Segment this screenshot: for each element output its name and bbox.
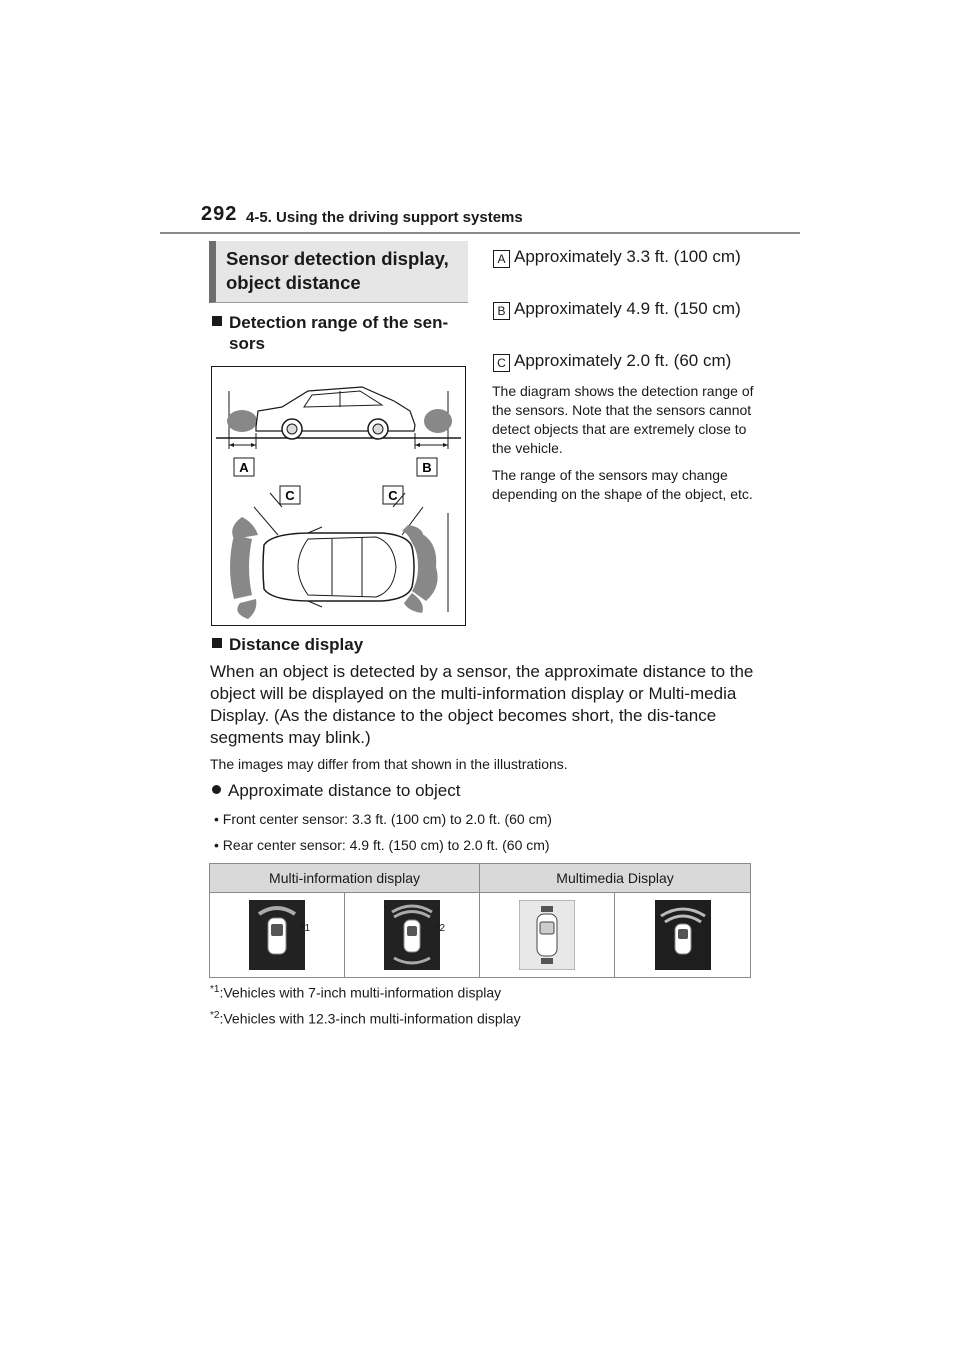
diagram-note: The diagram shows the detection range of the sensors. Note that the sensors cannot detect objects that are extremely close to the vehicle. — [492, 383, 754, 456]
legend-tag-b: B — [493, 302, 510, 320]
detection-heading-text: Detection range of the sen- — [229, 313, 449, 332]
footnote-text-2: :Vehicles with 12.3-inch multi-information display — [219, 1010, 521, 1027]
thumb-cell-multimedia-2 — [615, 893, 751, 978]
display-table — [209, 863, 751, 978]
label-c-left: C — [285, 488, 295, 503]
display-12inch-image — [384, 900, 440, 970]
thumb-cell-12inch — [345, 893, 480, 978]
images-note: The images may differ from that shown in the illustrations. — [210, 756, 568, 772]
page-number: 292 — [201, 203, 238, 225]
round-bullet-icon — [212, 785, 221, 794]
sensor-diagram-svg — [212, 367, 465, 625]
square-bullet-icon — [212, 316, 222, 326]
footnote-text-1: :Vehicles with 7-inch multi-information display — [219, 984, 502, 1001]
list-item: • Front center sensor: 3.3 ft. (100 cm) to 2.0 ft. (60 cm) — [214, 811, 552, 827]
distance-display-heading — [212, 634, 363, 655]
footnote-mark-1: *1 — [210, 984, 220, 995]
footnote-1 — [210, 984, 501, 1001]
legend-tag-a: A — [493, 250, 510, 268]
range-note: The range of the sensors may change depending on the shape of the object, etc. — [492, 467, 753, 502]
detection-range-heading — [212, 312, 462, 354]
legend-text-a: Approximately 3.3 ft. (100 cm) — [514, 247, 741, 266]
detection-heading-cont: sors — [229, 334, 265, 353]
footnote-2 — [210, 1010, 521, 1027]
thumb-cell-7inch — [210, 893, 345, 978]
note-mark-1: *1 — [300, 923, 310, 934]
table-row — [210, 893, 751, 978]
label-c-right: C — [388, 488, 398, 503]
legend-text-c: Approximately 2.0 ft. (60 cm) — [514, 351, 732, 370]
multimedia-display-image-2 — [655, 900, 711, 970]
section-header: 4-5. Using the driving support systems — [246, 209, 523, 226]
distance-body: When an object is detected by a sensor, the approximate distance to the object will be displayed on the multi-information display or Multi-media Display. (As the distance to the object becomes short, the dis-tance segments may blink.) — [210, 662, 754, 747]
thumb-cell-multimedia-1 — [480, 893, 615, 978]
col-multimedia: Multimedia Display — [480, 864, 751, 893]
label-b: B — [422, 460, 432, 475]
note-mark-2: *2 — [435, 923, 446, 934]
approx-heading-text: Approximate distance to object — [228, 781, 461, 800]
legend-text-b: Approximately 4.9 ft. (150 cm) — [514, 299, 741, 318]
footnote-mark-2: *2 — [210, 1010, 220, 1021]
col-multi-info: Multi-information display — [210, 864, 480, 893]
section-title: Sensor detection display, object distance — [209, 241, 468, 303]
distance-heading-text: Distance display — [229, 635, 364, 654]
detection-range-diagram — [211, 366, 466, 626]
front-sensor-text: Front center sensor: 3.3 ft. (100 cm) to 2.0 ft. (60 cm) — [222, 811, 552, 827]
square-bullet-icon — [212, 638, 222, 648]
list-item: • Rear center sensor: 4.9 ft. (150 cm) to 2.0 ft. (60 cm) — [214, 837, 550, 853]
table-header-row — [210, 864, 751, 893]
approx-distance-heading — [212, 781, 460, 801]
rear-sensor-text: Rear center sensor: 4.9 ft. (150 cm) to 2.0 ft. (60 cm) — [222, 837, 550, 853]
multimedia-display-image-1 — [519, 900, 575, 970]
header-rule — [160, 232, 800, 234]
label-a: A — [239, 460, 249, 475]
legend-tag-c: C — [493, 354, 510, 372]
display-7inch-image — [249, 900, 305, 970]
